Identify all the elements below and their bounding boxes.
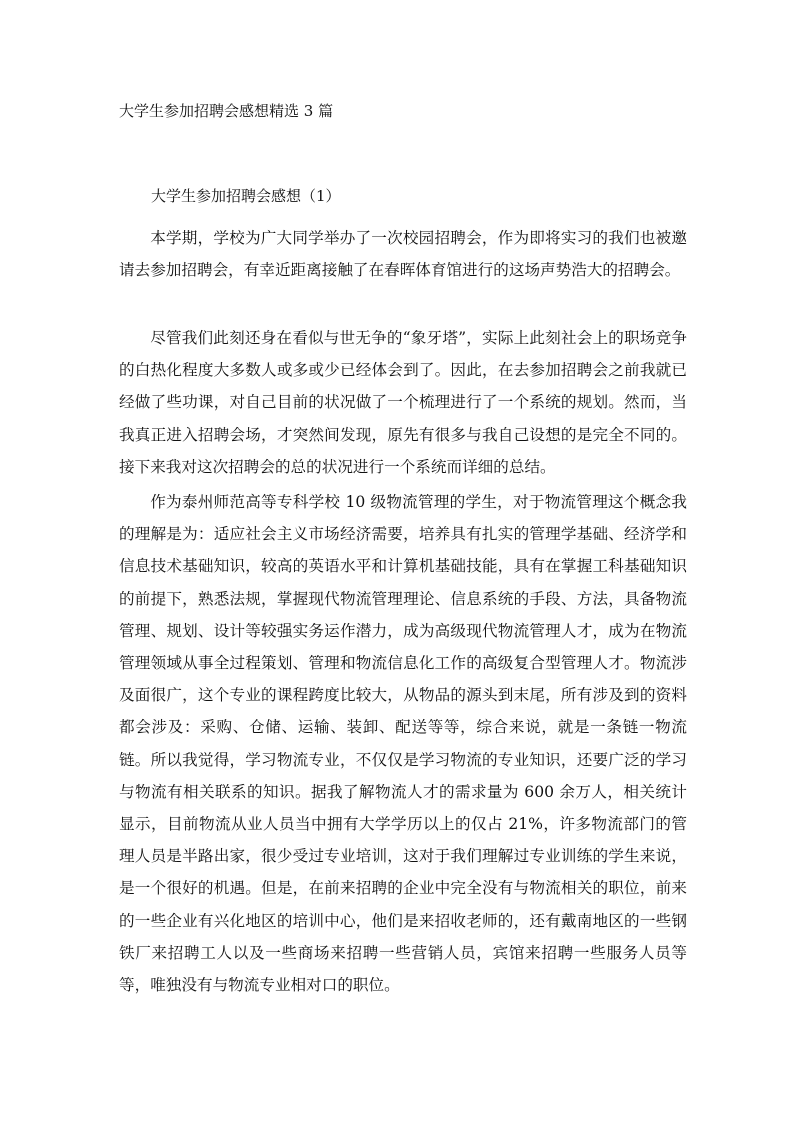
paragraph-logistics: 作为泰州师范高等专科学校 10 级物流管理的学生，对于物流管理这个概念我的理解是为：适应社会主义市场经济需要，培养具有扎实的管理学基础、经济学和信息技术基础知识，较高的英语水平和计算机基础技能，具有在掌握工科基础知识的前提下，熟悉法规，掌握现代物流管理理论、信息系统的手段、方法，具备物流管理、规划、设计等较强实务运作潜力，成为高级现代物流管理人才，成为在物流管理领域从事全过程策划、管理和物流信息化工作的高级复合型管理人才。物流涉及面很广，这个专业的课程跨度比较大，从物品的源头到末尾，所有涉及到的资料都会涉及：采购、仓储、运输、装卸、配送等等，综合来说，就是一条链一物流链。所以我觉得，学习物流专业，不仅仅是学习物流的专业知识，还要广泛的学习与物流有相关联系的知识。据我了解物流人才的需求量为 600 余万人，相关统计显示，目前物流从业人员当中拥有大学学历以上的仅占 21%，许多物流部门的管理人员是半路出家，很少受过专业培训，这对于我们理解过专业训练的学生来说，是一个很好的机遇。但是，在前来招聘的企业中完全没有与物流相关的职位，前来的一些企业有兴化地区的培训中心，他们是来招收老师的，还有戴南地区的一些钢铁厂来招聘工人以及一些商场来招聘一些营销人员，宾馆来招聘一些服务人员等等，唯独没有与物流专业相对口的职位。 (119, 493, 687, 995)
paragraph-preparation: 尽管我们此刻还身在看似与世无争的“象牙塔”，实际上此刻社会上的职场竞争的白热化程度大多数人或多或少已经体会到了。因此，在去参加招聘会之前我就已经做了些功课，对自己目前的状况做了一个梳理进行了一个系统的规划。然而，当我真正进入招聘会场，才突然间发现，原先有很多与我自己设想的是完全不同的。接下来我对这次招聘会的总的状况进行一个系统而详细的总结。 (119, 329, 687, 476)
section-title: 大学生参加招聘会感想（1） (151, 187, 341, 205)
document-title: 大学生参加招聘会感想精选 3 篇 (119, 102, 334, 120)
paragraph-intro: 本学期，学校为广大同学举办了一次校园招聘会，作为即将实习的我们也被邀请去参加招聘会，有幸近距离接触了在春晖体育馆进行的这场声势浩大的招聘会。 (119, 229, 687, 280)
